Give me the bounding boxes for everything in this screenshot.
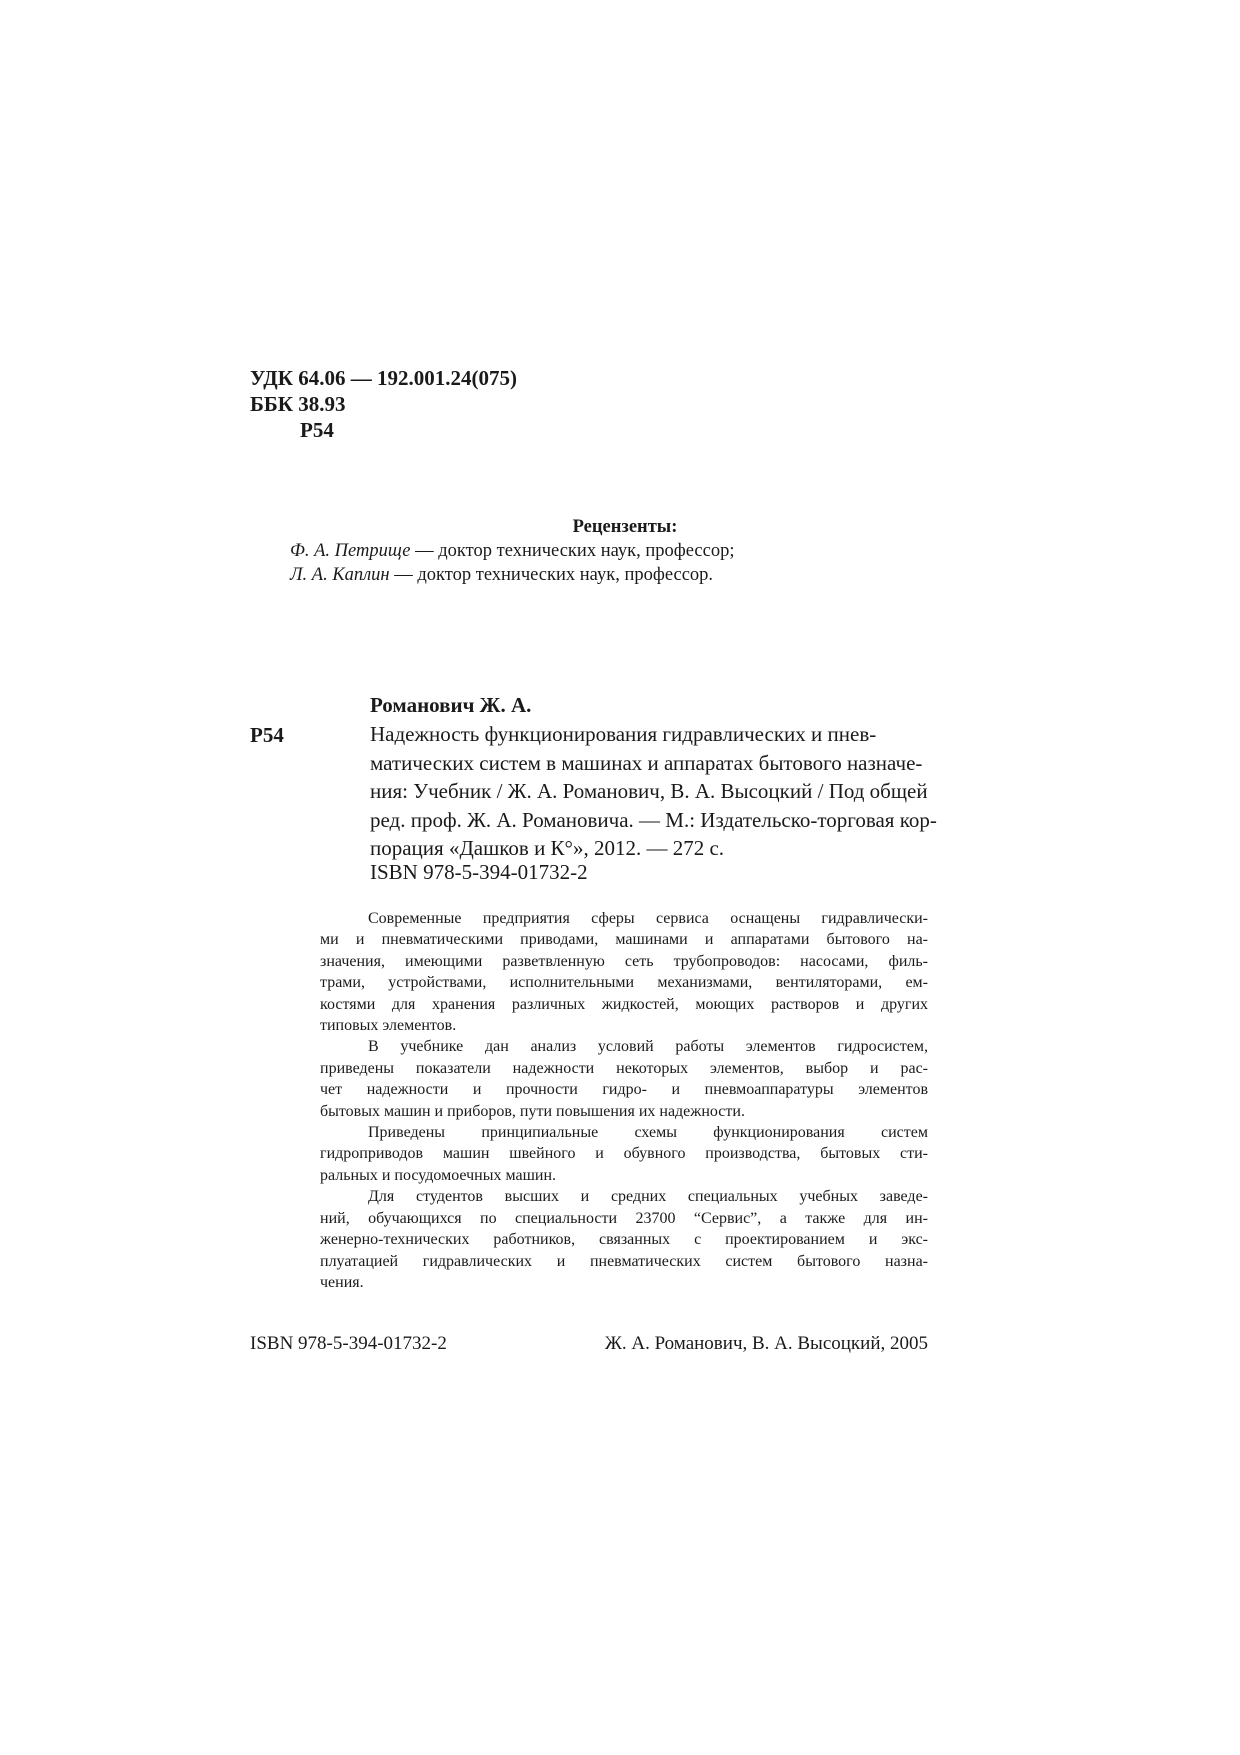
- annotation-line: Современные предприятия сферы сервиса оснащены гидравлически-: [368, 910, 928, 927]
- description-line: ред. проф. Ж. А. Романовича. — М.: Издательско-торговая кор-: [370, 807, 937, 832]
- annotation: [320, 908, 928, 1293]
- annotation-line: чет надежности и прочности гидро- и пневмоаппаратуры элементов: [320, 1081, 928, 1099]
- reviewers-heading: Рецензенты:: [572, 517, 678, 537]
- annotation-line: гидроприводов машин швейного и обувного производства, бытовых сти-: [320, 1145, 928, 1163]
- annotation-line: Для студентов высших и средних специальных учебных заведе-: [368, 1188, 928, 1206]
- annotation-line: ральных и посудомоечных машин.: [320, 1166, 557, 1184]
- book-code-left: Р54: [250, 723, 284, 747]
- annotation-paragraph: [320, 908, 928, 1036]
- reviewers-block: [290, 515, 940, 587]
- annotation-line: ний, обучающихся по специальности 23700 “Сервис”, а также для ин-: [320, 1209, 928, 1227]
- reviewer-name: Ф. А. Петрище: [290, 541, 411, 561]
- bbk-code: ББК 38.93: [250, 392, 346, 416]
- annotation-line: Приведены принципиальные схемы функционирования систем: [368, 1124, 928, 1142]
- classification-block: [250, 365, 517, 443]
- annotation-line: В учебнике дан анализ условий работы элементов гидросистем,: [368, 1038, 928, 1056]
- annotation-line: женерно-технических работников, связанных с проектированием и экс-: [320, 1231, 928, 1249]
- annotation-line: чения.: [320, 1273, 364, 1291]
- book-isbn: ISBN 978-5-394-01732-2: [370, 860, 588, 884]
- footer-copyright: Ж. А. Романович, В. А. Высоцкий, 2005: [604, 1333, 928, 1354]
- description-line: матических систем в машинах и аппаратах бытового назначе-: [370, 750, 923, 775]
- annotation-paragraph: [320, 1036, 928, 1122]
- description-line: Надежность функционирования гидравлических и пнев-: [370, 722, 877, 746]
- annotation-line: приведены показатели надежности некоторых элементов, выбор и рас-: [320, 1059, 928, 1077]
- reviewer-line: [290, 563, 940, 587]
- annotation-line: типовых элементов.: [320, 1017, 457, 1035]
- reviewer-desc: — доктор технических наук, профессор.: [389, 565, 714, 585]
- description-line: порация «Дашков и К°», 2012. — 272 с.: [370, 836, 725, 861]
- annotation-line: значения, имеющими разветвленную сеть трубопроводов: насосами, филь-: [320, 952, 928, 970]
- annotation-paragraph: [320, 1186, 928, 1293]
- annotation-line: бытовых машин и приборов, пути повышения их надежности.: [320, 1102, 745, 1120]
- reviewer-name: Л. А. Каплин: [290, 565, 390, 585]
- reviewer-line: [290, 539, 940, 563]
- bibliographic-description: [370, 720, 937, 863]
- description-line: ния: Учебник / Ж. А. Романович, В. А. Высоцкий / Под общей: [370, 779, 928, 804]
- author-sign-code: Р54: [300, 418, 334, 442]
- annotation-line: плуатацией гидравлических и пневматических систем бытового назна-: [320, 1252, 928, 1270]
- annotation-paragraph: [320, 1122, 928, 1186]
- annotation-line: трами, устройствами, исполнительными механизмами, вентиляторами, ем-: [320, 974, 928, 992]
- footer-isbn: ISBN 978-5-394-01732-2: [250, 1333, 447, 1354]
- reviewer-desc: — доктор технических наук, профессор;: [410, 541, 735, 561]
- annotation-line: ми и пневматическими приводами, машинами и аппаратами бытового на-: [320, 931, 928, 949]
- book-author: Романович Ж. А.: [370, 693, 532, 717]
- udk-code: УДК 64.06 — 192.001.24(075): [250, 366, 517, 390]
- annotation-line: костями для хранения различных жидкостей, моющих растворов и других: [320, 995, 928, 1013]
